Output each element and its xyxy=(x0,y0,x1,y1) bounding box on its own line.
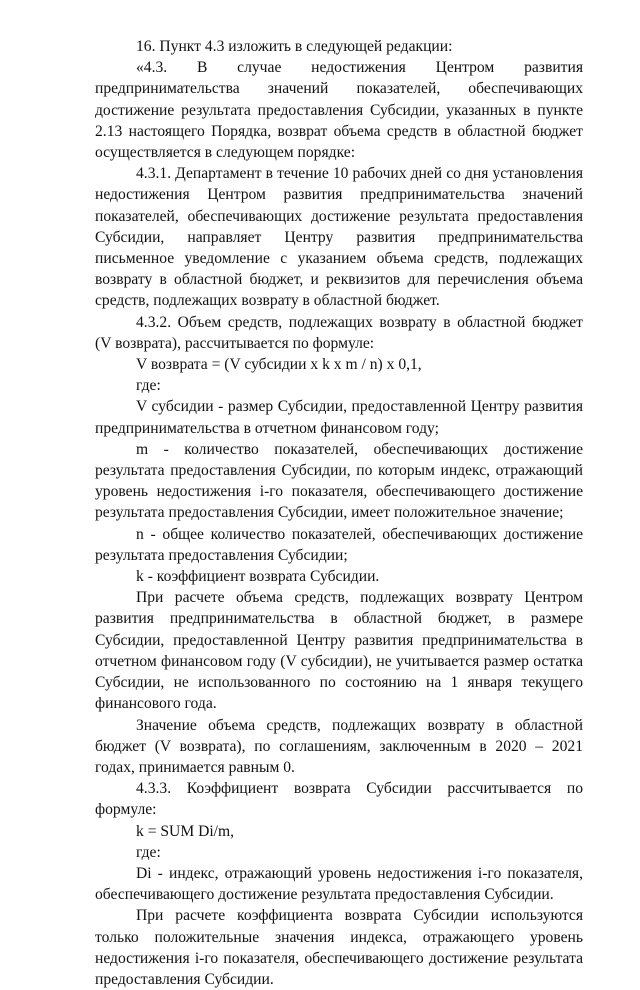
paragraph-4-3-1: 4.3.1. Департамент в течение 10 рабочих дней со дня установления недостижения Центром развития предпринимательства значений показателей, обеспечивающих достижение результата предоставления Субсидии, направляет Центру развития предпринимательства письменное уведомление с указанием объема средств, подлежащих возврату в областной бюджет, и реквизитов для перечисления объема средств, подлежащих возврату в областной бюджет. xyxy=(95,165,583,310)
paragraph-zero-value: Значение объема средств, подлежащих возврату в областной бюджет (V возврата), по соглашениям, заключенным в 2020 – 2021 годах, принимается равным 0. xyxy=(95,716,583,776)
paragraph-amendment-intro: 16. Пункт 4.3 изложить в следующей редакции: xyxy=(136,38,453,55)
paragraph-4-3-2: 4.3.2. Объем средств, подлежащих возврату в областной бюджет (V возврата), рассчитывается по формуле: xyxy=(95,313,583,352)
definition-n: n - общее количество показателей, обеспечивающих достижение результата предоставления Субсидии; xyxy=(95,525,583,564)
definition-di: Di - индекс, отражающий уровень недостижения i-го показателя, обеспечивающего достижение результата предоставления Субсидии. xyxy=(95,864,583,904)
formula-v-return: V возврата = (V субсидии х k х m / n) х 0,1, xyxy=(136,356,422,374)
definition-v-subsidy: V субсидии - размер Субсидии, предоставленной Центру развития предпринимательства в отчетном финансовом году; xyxy=(95,398,583,437)
paragraph-4-3: «4.3. В случае недостижения Центром развития предпринимательства значений показателей, обеспечивающих достижение результата предоставления Субсидии, указанных в пункте 2.13 настоящего Порядка, возврат объема средств в областной бюджет осуществляется в следующем порядке: xyxy=(95,59,583,162)
formula-k: k = SUM Di/m, xyxy=(136,822,235,840)
definition-k: k - коэффициент возврата Субсидии. xyxy=(136,568,380,586)
paragraph-calculation-note: При расчете объема средств, подлежащих возврату Центром развития предпринимательства в областной бюджет, в размере Субсидии, предоставленной Центру развития предпринимательства в отчетном финансовом году (V субсидии), не учитывается размер остатка Субсидии, не использованного по состоянию на 1 января текущего финансового года. xyxy=(95,589,583,713)
paragraph-positive-values: При расчете коэффициента возврата Субсидии используются только положительные значения индекса, отражающего уровень недостижения i-го показателя, обеспечивающего достижение результата предоставления Субсидии. xyxy=(95,907,583,988)
definition-m: m - количество показателей, обеспечивающих достижение результата предоставления Субсидии, по которым индекс, отражающий уровень недостижения i-го показателя, обеспечивающего достижение результата предоставления Субсидии, имеет положительное значение; xyxy=(95,440,583,522)
where-label-2: где: xyxy=(136,843,161,861)
paragraph-4-3-3: 4.3.3. Коэффициент возврата Субсидии рассчитывается по формуле: xyxy=(95,780,583,819)
where-label-1: где: xyxy=(136,377,161,395)
document-page xyxy=(95,36,583,990)
